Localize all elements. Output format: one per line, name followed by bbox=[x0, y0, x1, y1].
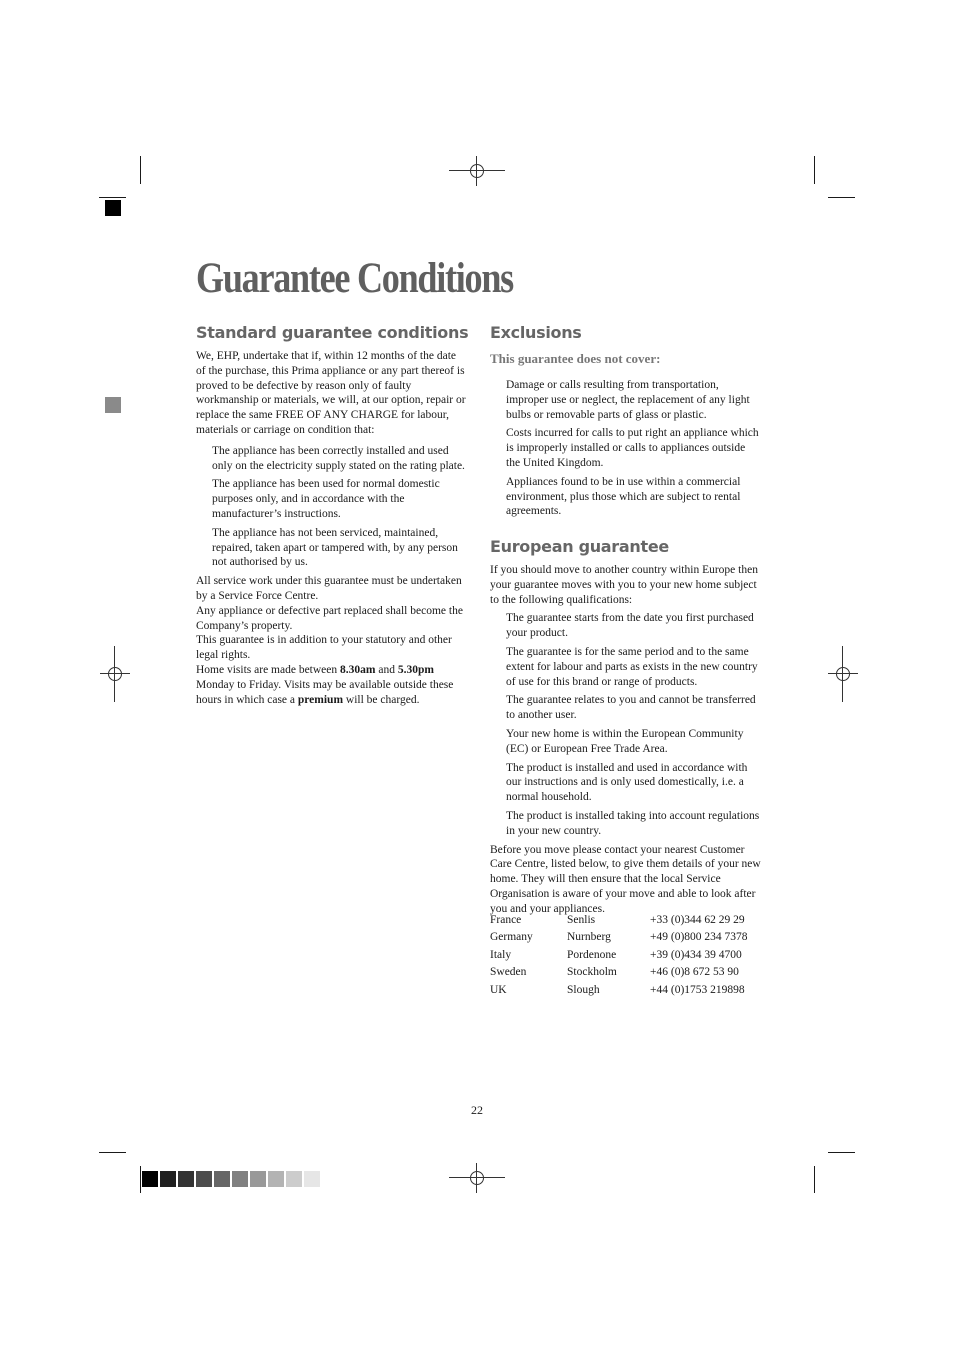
exclusions-heading: Exclusions bbox=[490, 323, 582, 342]
city-cell: Slough bbox=[567, 983, 600, 996]
city-cell: Pordenone bbox=[567, 948, 617, 961]
country-cell: Sweden bbox=[490, 966, 527, 979]
service-work-text: All service work under this guarantee must be undertaken by a Service Force Centre. bbox=[196, 575, 462, 602]
standard-intro: We, EHP, undertake that if, within 12 months of the date of the purchase, this Prima appliance or any part thereof is proved to be defective by reason only of faulty workmanship or materials, we will, at our option, repair or replace the same FREE OF ANY CHARGE for labour, materials or carriage on condition that: bbox=[196, 350, 466, 436]
table-row bbox=[490, 966, 748, 983]
table-row bbox=[490, 914, 748, 931]
registration-mark-left bbox=[100, 646, 130, 702]
colour-swatch bbox=[214, 1171, 230, 1187]
colour-swatch bbox=[304, 1171, 320, 1187]
country-cell: France bbox=[490, 914, 522, 926]
phone-cell: +39 (0)434 39 4700 bbox=[650, 948, 742, 961]
crop-mark-top-left bbox=[140, 156, 141, 184]
colour-swatch bbox=[196, 1171, 212, 1187]
statutory-rights-text: This guarantee is in addition to your statutory and other legal rights. bbox=[196, 634, 452, 662]
city-cell: Stockholm bbox=[567, 966, 617, 979]
colour-swatch bbox=[250, 1171, 266, 1187]
premium-text: premium bbox=[297, 693, 344, 706]
exclusion-item: Appliances found to be in use within a commercial environment, plus those which are subject to rental agreements. bbox=[506, 475, 741, 518]
colour-swatch bbox=[286, 1171, 302, 1187]
colour-swatch bbox=[232, 1171, 248, 1187]
before-move-text: Before you move please contact your nearest Customer Care Centre, listed below, to give them details of your new home. They will then ensure that the local Service Organisation is aware of your move and able to look after you and your appliances. bbox=[490, 843, 761, 915]
qualification-item: Your new home is within the European Community (EC) or European Free Trade Area. bbox=[506, 727, 744, 755]
crop-mark-bottom-right bbox=[814, 1166, 815, 1193]
phone-cell: +49 (0)800 234 7378 bbox=[650, 931, 748, 944]
page-number: 22 bbox=[471, 1103, 483, 1117]
exclusions-subheading: This guarantee does not cover: bbox=[490, 351, 661, 366]
visit-start-time: 8.30am bbox=[340, 663, 376, 676]
black-square-marker bbox=[105, 200, 121, 216]
visit-end-time: 5.30pm bbox=[397, 663, 434, 676]
exclusion-item: Costs incurred for calls to put right an appliance which is improperly installed or calls to appliances outside the United Kingdom. bbox=[506, 427, 759, 469]
exclusion-item: Damage or calls resulting from transportation, improper use or neglect, the replacement of any light bulbs or removable parts of glass or plastic. bbox=[506, 379, 750, 421]
table-row bbox=[490, 931, 748, 948]
condition-item: The appliance has been correctly installed and used only on the electricity supply stated on the rating plate. bbox=[212, 444, 465, 472]
colour-swatch bbox=[160, 1171, 176, 1187]
care-centres-table bbox=[490, 914, 748, 1001]
colour-swatch bbox=[268, 1171, 284, 1187]
grey-square-marker bbox=[105, 397, 121, 413]
crop-mark-bottom-left-h bbox=[99, 1152, 126, 1153]
european-guarantee-heading: European guarantee bbox=[490, 537, 669, 556]
crop-mark-bottom-right-h bbox=[828, 1152, 855, 1153]
qualification-item: The product is installed and used in accordance with our instructions and is only used domestically, i.e. a normal household. bbox=[506, 761, 748, 804]
country-cell: Italy bbox=[490, 948, 512, 961]
condition-item: The appliance has not been serviced, maintained, repaired, taken apart or tampered with, by any person not authorised by us. bbox=[212, 526, 458, 569]
registration-mark-bottom bbox=[449, 1163, 505, 1193]
page-title: Guarantee Conditions bbox=[196, 255, 513, 302]
home-visits-text: Home visits are made between 8.30am and 5.30pm Monday to Friday. Visits may be available outside these hours in which case a premium will be charged. bbox=[196, 663, 454, 706]
european-intro: If you should move to another country within Europe then your guarantee moves with you to your new home subject to the following qualifications: bbox=[490, 564, 758, 606]
table-row bbox=[490, 949, 748, 966]
country-cell: UK bbox=[490, 983, 507, 996]
crop-mark-top-right bbox=[814, 156, 815, 184]
qualification-item: The guarantee starts from the date you first purchased your product. bbox=[506, 612, 754, 640]
colour-swatch bbox=[142, 1171, 158, 1187]
registration-mark-top bbox=[449, 156, 505, 186]
phone-cell: +33 (0)344 62 29 29 bbox=[650, 914, 745, 926]
phone-cell: +44 (0)1753 219898 bbox=[650, 983, 745, 996]
crop-mark-top-right-h bbox=[828, 197, 855, 198]
city-cell: Nurnberg bbox=[567, 931, 611, 944]
qualification-item: The guarantee relates to you and cannot be transferred to another user. bbox=[506, 694, 756, 722]
colour-swatch bbox=[178, 1171, 194, 1187]
european-guarantee-body bbox=[490, 563, 762, 917]
crop-mark-top-left-h bbox=[99, 197, 126, 198]
condition-item: The appliance has been used for normal domestic purposes only, and in accordance with the manufacturer’s instructions. bbox=[212, 478, 440, 520]
table-row bbox=[490, 984, 748, 1001]
registration-mark-right bbox=[828, 646, 858, 702]
crop-mark-bottom-left bbox=[140, 1166, 141, 1193]
qualification-item: The guarantee is for the same period and to the same extent for labour and parts as exists in the new country of use for this brand or range of products. bbox=[506, 645, 758, 688]
replaced-parts-text: Any appliance or defective part replaced shall become the Company’s property. bbox=[196, 604, 463, 632]
standard-guarantee-body bbox=[196, 349, 468, 707]
city-cell: Senlis bbox=[567, 914, 596, 926]
phone-cell: +46 (0)8 672 53 90 bbox=[650, 966, 739, 979]
exclusions-list bbox=[490, 374, 762, 519]
qualification-item: The product is installed taking into account regulations in your new country. bbox=[506, 809, 760, 837]
standard-guarantee-heading: Standard guarantee conditions bbox=[196, 323, 469, 342]
country-cell: Germany bbox=[490, 931, 533, 944]
